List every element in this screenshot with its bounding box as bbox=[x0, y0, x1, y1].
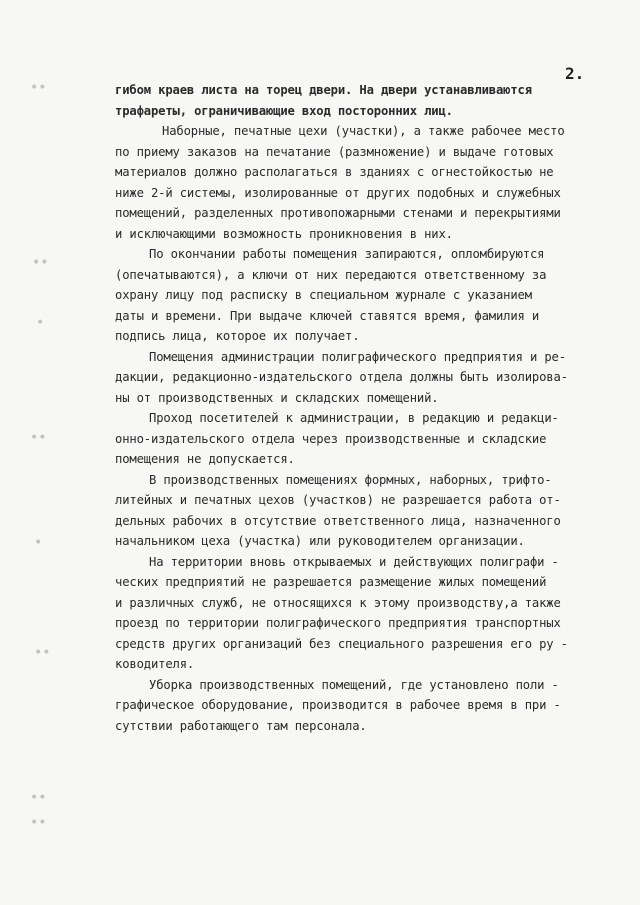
text-line: по приему заказов на печатание (размножение) и выдаче готовых bbox=[115, 144, 554, 159]
text-line: помещений, разделенных противопожарными стенами и перекрытиями bbox=[115, 206, 561, 220]
text-line: трафареты, ограничивающие вход посторонних лиц. bbox=[115, 103, 453, 118]
text-line: средств других организаций без специального разрешения его ру - bbox=[115, 636, 568, 651]
margin-mark: •• bbox=[34, 645, 51, 661]
text-line: сутствии работающего там персонала. bbox=[115, 718, 367, 733]
margin-mark: •• bbox=[30, 815, 47, 831]
text-line: даты и времени. При выдаче ключей ставятся время, фамилия и bbox=[115, 308, 540, 323]
text-line: ческих предприятий не разрешается размещение жилых помещений bbox=[115, 575, 547, 589]
text-line: (опечатываются), а ключи от них передаются ответственному за bbox=[115, 267, 547, 282]
margin-mark: •• bbox=[30, 790, 47, 806]
text-line: и различных служб, не относящихся к этому производству,а также bbox=[115, 595, 561, 610]
text-line: Наборные, печатные цехи (участки), а также рабочее место bbox=[162, 124, 565, 138]
text-line: материалов должно располагаться в зданиях с огнестойкостью не bbox=[115, 165, 554, 179]
text-line: и исключающими возможность проникновения в них. bbox=[115, 226, 453, 241]
text-line: дельных рабочих в отсутствие ответственного лица, назначенного bbox=[115, 513, 561, 528]
margin-mark: • bbox=[36, 315, 45, 331]
text-line: проезд по территории полиграфического предприятия транспортных bbox=[115, 616, 561, 630]
text-line: начальником цеха (участка) или руководителем организации. bbox=[115, 534, 525, 548]
text-line: гибом краев листа на торец двери. На двери устанавливаются bbox=[115, 83, 532, 97]
text-line: охрану лицу под расписку в специальном журнале с указанием bbox=[115, 288, 532, 302]
text-line: графическое оборудование, производится в рабочее время в при - bbox=[115, 698, 561, 712]
text-line: ководителя. bbox=[115, 657, 195, 671]
text-line: онно-издательского отдела через производственные и складские bbox=[115, 431, 547, 446]
text-line: Помещения администрации полиграфического предприятия и ре- bbox=[149, 349, 566, 364]
text-line: ны от производственных и складских помещений. bbox=[115, 390, 439, 405]
margin-mark: • bbox=[34, 535, 43, 551]
page-number: 2. bbox=[565, 64, 585, 83]
text-line: литейных и печатных цехов (участков) не разрешается работа от- bbox=[115, 493, 561, 507]
text-line: подпись лица, которое их получает. bbox=[115, 329, 360, 343]
text-line: По окончании работы помещения запираются, опломбируются bbox=[149, 247, 545, 261]
text-line: В производственных помещениях формных, наборных, трифто- bbox=[149, 472, 552, 487]
text-line: Проход посетителей к администрации, в редакцию и редакци- bbox=[149, 411, 559, 425]
text-line: На территории вновь открываемых и действующих полиграфи - bbox=[149, 554, 559, 569]
text-line: помещения не допускается. bbox=[115, 452, 295, 466]
margin-mark: •• bbox=[30, 430, 47, 446]
document-body bbox=[115, 80, 585, 736]
margin-mark: •• bbox=[32, 255, 49, 271]
text-line: ниже 2-й системы, изолированные от других подобных и служебных bbox=[115, 185, 561, 200]
margin-mark: •• bbox=[30, 80, 47, 96]
text-line: дакции, редакционно-издательского отдела должны быть изолирова- bbox=[115, 370, 568, 384]
text-line: Уборка производственных помещений, где установлено поли - bbox=[149, 677, 559, 692]
